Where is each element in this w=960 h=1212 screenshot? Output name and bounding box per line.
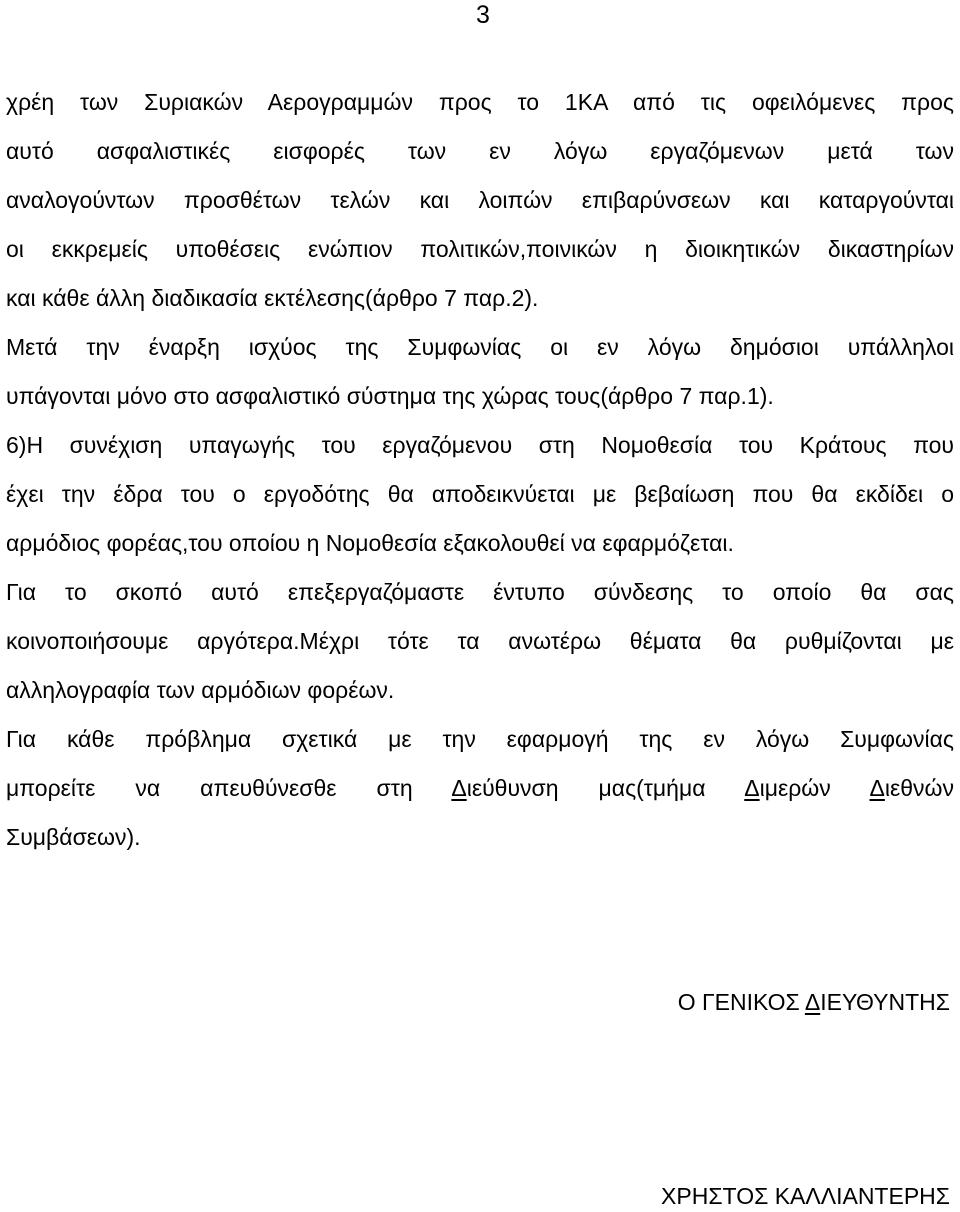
body-line-9: έχει την έδρα του ο εργοδότης θα αποδεικνύεται με βεβαίωση που θα εκδίδει ο bbox=[6, 481, 954, 507]
body-line-10: αρμόδιος φορέας,του οποίου η Νομοθεσία εξακολουθεί να εφαρμόζεται. bbox=[6, 530, 734, 556]
text-segment: μπορείτε να απευθύνεσθε στη bbox=[6, 775, 452, 801]
body-line-6: Μετά την έναρξη ισχύος της Συμφωνίας οι εν λόγω δημόσιοι υπάλληλοι bbox=[6, 334, 954, 360]
body-line-16: Συμβάσεων). bbox=[6, 824, 141, 850]
signature-title-part: ΙΕΥΘΥΝΤΗΣ bbox=[820, 989, 950, 1015]
body-line-4: οι εκκρεμείς υποθέσεις ενώπιον πολιτικών,ποινικών η διοικητικών δικαστηρίων bbox=[6, 236, 954, 262]
signature-title-part: Ο ΓΕΝΙΚΟΣ bbox=[677, 989, 805, 1015]
body-line-15 bbox=[6, 774, 954, 802]
underlined-letter: Δ bbox=[804, 989, 821, 1015]
body-line-8: 6)Η συνέχιση υπαγωγής του εργαζόμενου στη Νομοθεσία του Κράτους που bbox=[6, 432, 954, 458]
underlined-letter: Δ bbox=[744, 775, 760, 801]
text-segment: ιεύθυνση μας(τμήμα bbox=[466, 775, 745, 801]
body-line-1: χρέη των Συριακών Αερογραμμών προς το 1ΚΑ από τις οφειλόμενες προς bbox=[6, 89, 954, 115]
body-line-13: αλληλογραφία των αρμόδιων φορέων. bbox=[6, 677, 395, 703]
body-line-7: υπάγονται μόνο στο ασφαλιστικό σύστημα της χώρας τους(άρθρο 7 παρ.1). bbox=[6, 383, 774, 409]
text-segment: ιμερών bbox=[759, 775, 870, 801]
body-line-14: Για κάθε πρόβλημα σχετικά με την εφαρμογή της εν λόγω Συμφωνίας bbox=[6, 726, 954, 752]
signature-name: ΧΡΗΣΤΟΣ ΚΑΛΛΙΑΝΤΕΡΗΣ bbox=[661, 1183, 950, 1209]
body-line-2: αυτό ασφαλιστικές εισφορές των εν λόγω εργαζόμενων μετά των bbox=[6, 138, 954, 164]
body-line-5: και κάθε άλλη διαδικασία εκτέλεσης(άρθρο 7 παρ.2). bbox=[6, 285, 539, 311]
signature-title bbox=[678, 988, 950, 1016]
body-line-12: κοινοποιήσουμε αργότερα.Μέχρι τότε τα ανωτέρω θέματα θα ρυθμίζονται με bbox=[6, 628, 954, 654]
underlined-letter: Δ bbox=[869, 775, 885, 801]
underlined-letter: Δ bbox=[451, 775, 467, 801]
page-number: 3 bbox=[476, 1, 490, 29]
text-segment: ιεθνών bbox=[884, 775, 954, 801]
body-line-11: Για το σκοπό αυτό επεξεργαζόμαστε έντυπο σύνδεσης το οποίο θα σας bbox=[6, 579, 954, 605]
body-line-3: αναλογούντων προσθέτων τελών και λοιπών επιβαρύνσεων και καταργούνται bbox=[6, 187, 954, 213]
